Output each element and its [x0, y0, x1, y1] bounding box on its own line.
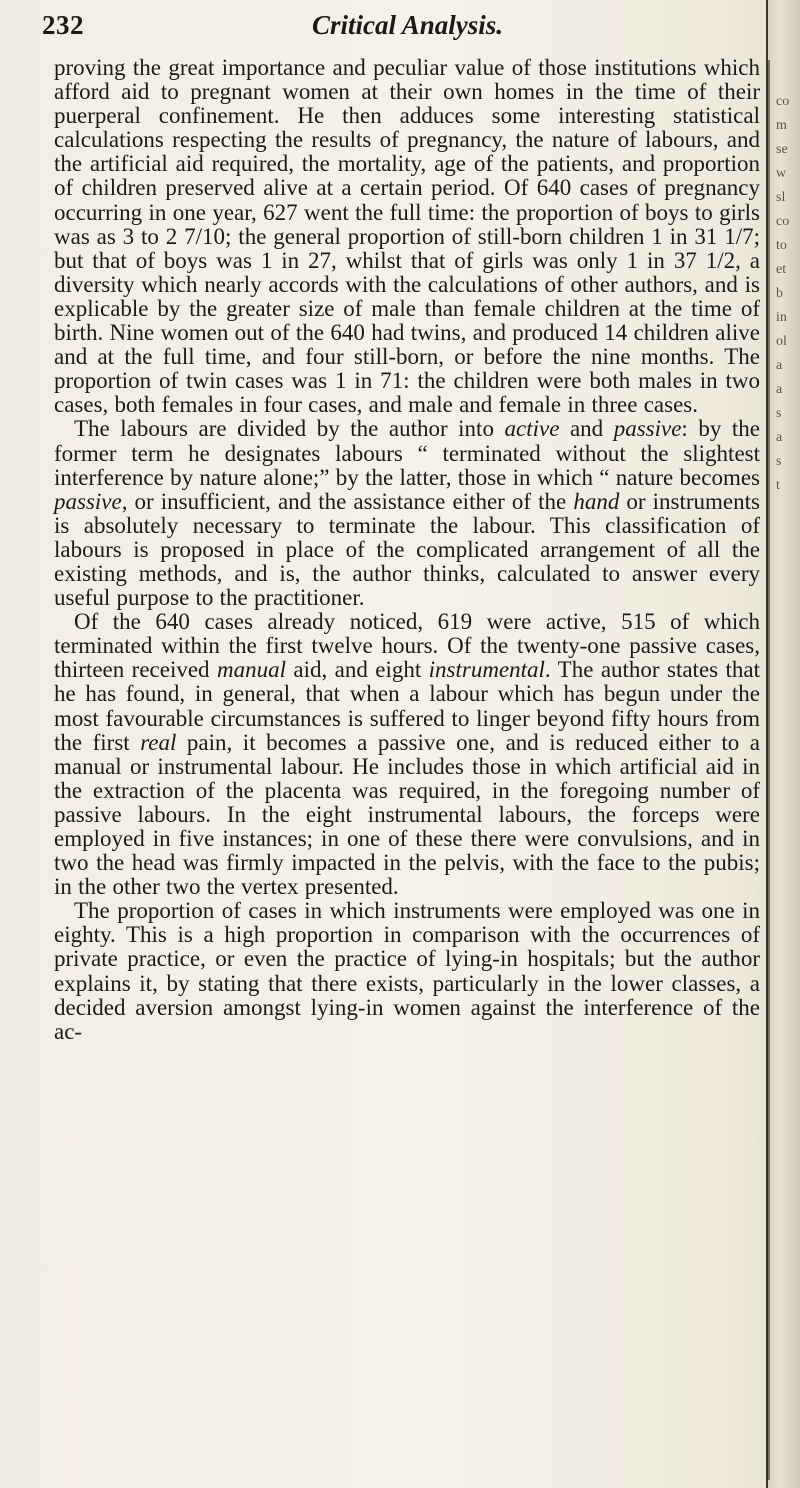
margin-fragment: et — [776, 262, 787, 277]
margin-fragment: w — [776, 166, 787, 181]
p3-real-italic: real — [140, 729, 177, 755]
running-title: Critical Analysis. — [312, 10, 504, 40]
paragraph-3 — [54, 610, 760, 899]
p2-text-a: The labours are divided by the author into — [74, 416, 505, 442]
margin-fragment: to — [776, 238, 787, 253]
p3-instrumental-italic: instrumental — [428, 657, 545, 683]
margin-fragment: t — [776, 478, 780, 493]
margin-fragment: s — [776, 406, 782, 421]
p2-text-e: or instruments is absolutely necessary to terminate the labour. This classification of labours is proposed in place of the complicated arrangement of all the existing methods, and is, the author thinks, calculated to answer every useful purpose to the practitioner. — [54, 488, 760, 611]
p2-active-italic: active — [504, 416, 560, 442]
margin-fragment: a — [776, 430, 783, 445]
margin-fragment: a — [776, 382, 783, 397]
p2-passive-italic: passive — [613, 416, 682, 442]
p2-hand-italic: hand — [573, 488, 620, 514]
p3-text-b: aid, and eight — [285, 657, 429, 683]
paragraph-1: proving the great importance and peculiar value of those institutions which afford aid to pregnant women at their own homes in the time of their puerperal confinement. He then adduces some interesting statistical calculations respecting the results of pregnancy, the nature of labours, and the artificial aid required, the mortality, age of the patients, and proportion of children preserved alive at a certain period. Of 640 cases of pregnancy occurring in one year, 627 went the full time: the proportion of boys to girls was as 3 to 2 7/10; the general proportion of still-born children 1 in 31 1/7; but that of boys was 1 in 27, whilst that of girls was only 1 in 37 1/2, a diversity which nearly accords with the calculations of other authors, and is explicable by the greater size of male than female children at the time of birth. Nine women out of the 640 had twins, and produced 14 children alive and at the full time, and four still-born, or before the nine months. The proportion of twin cases was 1 in 71: the children were both males in two cases, both females in four cases, and male and female in three cases. — [54, 55, 760, 418]
p2-text-b: and — [559, 416, 614, 442]
margin-fragment: in — [776, 310, 787, 325]
margin-fragment: s — [776, 454, 782, 469]
margin-fragment: a — [776, 358, 783, 373]
margin-fragment: co — [776, 214, 790, 229]
margin-fragment: co — [776, 94, 790, 109]
facing-page-margin-fragments — [776, 90, 796, 498]
p3-text-d: pain, it becomes a passive one, and is reduced either to a manual or instrumental labour. He includes those in which artificial aid in the extraction of the placenta was required, in the foregoing number of passive labours. In the eight instrumental labours, the forceps were employed in five instances; in one of these there were convulsions, and in two the head was firmly impacted in the pelvis, with the face to the pubis; in the other two the vertex presented. — [54, 729, 760, 900]
p2-text-d: , or insufficient, and the assistance either of the — [121, 488, 574, 514]
p2-passive2-italic: passive — [54, 488, 122, 514]
page-number: 232 — [42, 10, 84, 40]
margin-fragment: se — [776, 142, 788, 157]
margin-fragment: ol — [776, 334, 787, 349]
page-header — [42, 6, 762, 46]
p2-text-c: : by the former term he designates labours “ terminated without the slightest interference by nature alone;” by the latter, those in which “ nature becomes — [54, 416, 760, 490]
margin-fragment: sl — [776, 190, 786, 205]
p3-manual-italic: manual — [216, 657, 286, 683]
binding-edge-shadow — [767, 60, 770, 1480]
margin-fragment: m — [776, 118, 787, 133]
paragraph-2 — [54, 417, 760, 610]
p3-text-a: Of the 640 cases already noticed, 619 were active, 515 of which terminated within the first twelve hours. Of the twenty-one passive cases, thirteen received — [54, 609, 760, 683]
paragraph-4: The proportion of cases in which instruments were employed was one in eighty. This is a high proportion in comparison with the occurrences of private practice, or even the practice of lying-in hospitals; but the author explains it, by stating that there exists, particularly in the lower classes, a decided aversion amongst lying-in women against the interference of the ac- — [54, 898, 760, 1044]
body-text — [54, 56, 760, 1044]
p3-text-c: . The author states that he has found, in general, that when a labour which has begun under the most favourable circumstances is suffered to linger beyond fifty hours from the first — [54, 657, 760, 755]
margin-fragment: b — [776, 286, 783, 301]
